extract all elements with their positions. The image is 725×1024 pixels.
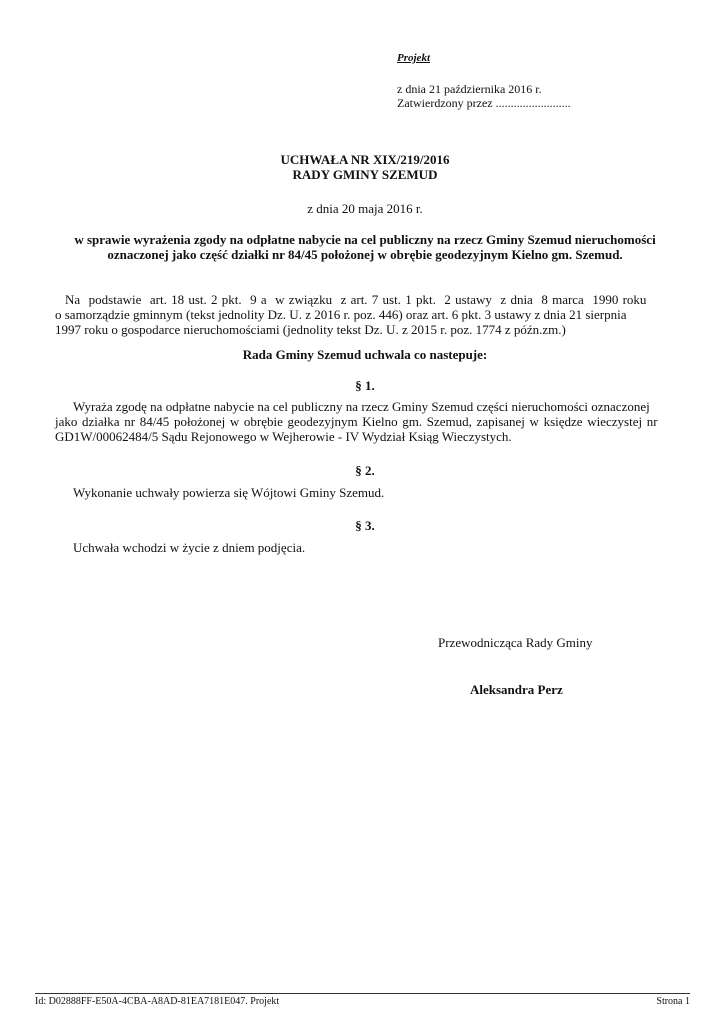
paragraph-1-line-1: Wyraża zgodę na odpłatne nabycie na cel publiczny na rzecz Gminy Szemud części nieruchomości oznaczonej [73, 399, 650, 414]
paragraph-3-text: Uchwała wchodzi w życie z dniem podjęcia. [73, 540, 306, 555]
projekt-label: Projekt [397, 52, 430, 64]
resolution-number: UCHWAŁA NR XIX/219/2016 [280, 152, 450, 167]
paragraph-2-text: Wykonanie uchwały powierza się Wójtowi Gminy Szemud. [73, 485, 385, 500]
paragraph-1-title: § 1. [355, 378, 375, 393]
signature-name: Aleksandra Perz [470, 682, 563, 697]
footer-page-number: Strona 1 [656, 996, 690, 1007]
footer-divider [35, 993, 690, 994]
subject-line-2: oznaczonej jako część działki nr 84/45 położonej w obrębie geodezyjnym Kielno gm. Szemud. [107, 247, 623, 262]
paragraph-3-title: § 3. [355, 518, 375, 533]
legal-basis-line-2: o samorządzie gminnym (tekst jednolity Dz. U. z 2016 r. poz. 446) oraz art. 6 pkt. 3 ustawy z dnia 21 sierpnia [55, 307, 627, 322]
resolution-date: z dnia 20 maja 2016 r. [307, 201, 423, 216]
approved-by: Zatwierdzony przez ......................... [397, 96, 571, 110]
legal-basis-line-3: 1997 roku o gospodarce nieruchomościami (jednolity tekst Dz. U. z 2015 r. poz. 1774 z późn.zm.) [55, 322, 566, 337]
legal-basis-line-1: Na podstawie art. 18 ust. 2 pkt. 9 a w związku z art. 7 ust. 1 pkt. 2 ustawy z dnia 8 marca 1990 roku [65, 292, 647, 307]
subject-line-1: w sprawie wyrażenia zgody na odpłatne nabycie na cel publiczny na rzecz Gminy Szemud nieruchomości [74, 232, 656, 247]
paragraph-1-line-2: jako działka nr 84/45 położonej w obrębie geodezyjnym Kielno gm. Szemud, zapisanej w księdze wieczystej nr [55, 414, 658, 429]
draft-date: z dnia 21 października 2016 r. [397, 82, 542, 96]
resolution-body: RADY GMINY SZEMUD [292, 167, 438, 182]
footer-document-id: Id: D02888FF-E50A-4CBA-A8AD-81EA7181E047. Projekt [35, 996, 280, 1007]
paragraph-2-title: § 2. [355, 463, 375, 478]
signature-role: Przewodnicząca Rady Gminy [438, 635, 593, 650]
paragraph-1-line-3: GD1W/00062484/5 Sądu Rejonowego w Wejherowie - IV Wydział Ksiąg Wieczystych. [55, 429, 512, 444]
council-resolves: Rada Gminy Szemud uchwala co nastepuje: [242, 347, 488, 362]
